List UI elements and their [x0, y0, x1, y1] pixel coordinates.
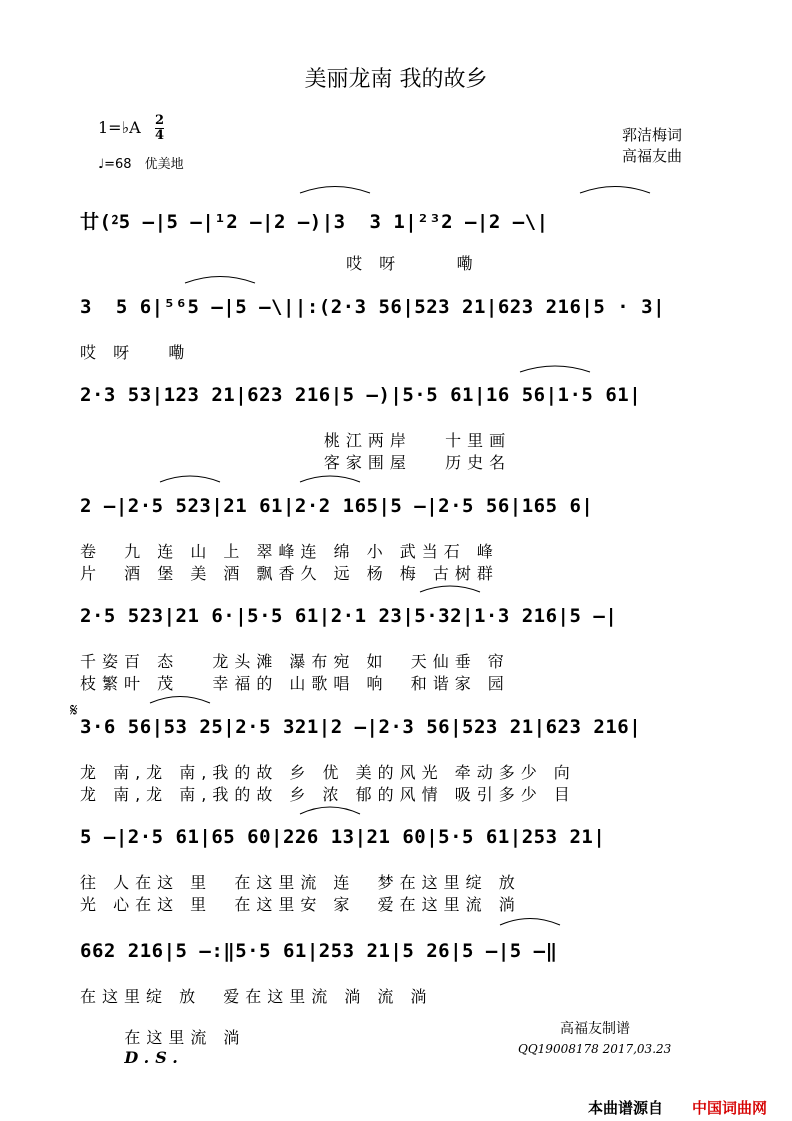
- slur-arc: [300, 187, 370, 194]
- slur-arc: [520, 366, 590, 372]
- meter-top: 2: [155, 113, 165, 128]
- source-site-link[interactable]: 中国词曲网: [692, 1099, 768, 1117]
- slur-arc: [420, 586, 480, 592]
- lyrics-verse-2: 龙 南,龙 南,我的故 乡 浓 郁的风情 吸引多少 目: [80, 785, 576, 804]
- composer-credit: 高福友曲: [622, 147, 683, 165]
- notation-line: 2·5 523|21 6·|5·5 61|2·1 23|5·32|1·3 216|5 –|: [80, 605, 618, 627]
- lyrics-verse-1: 桃江两岸 十里画: [80, 431, 512, 450]
- notation-line: 2·3 53|123 21|623 216|5 –)|5·5 61|16 56|1·5 61|: [80, 384, 642, 406]
- lyrics-verse-2-text: 在这里流 淌: [124, 1028, 246, 1047]
- slur-arc: [150, 697, 210, 704]
- notation-line: 3·6 56|53 25|2·5 321|2 –|2·3 56|523 21|623 216|: [80, 716, 642, 738]
- lyrics-verse-2: 客家围屋 历史名: [80, 453, 512, 472]
- lyrics-verse-1: 龙 南,龙 南,我的故 乡 优 美的风光 牵动多少 向: [80, 763, 576, 782]
- lyrics-verse-2: 枝繁叶 茂 幸福的 山歌唱 响 和谐家 园: [80, 674, 510, 693]
- slur-arc: [300, 807, 360, 814]
- lyrics-verse-1: 卷 九 连 山 上 翠峰连 绵 小 武当石 峰: [80, 542, 499, 561]
- segno-icon: 𝄋: [70, 700, 78, 721]
- lyrics-verse-2: 片 酒 堡 美 酒 飘香久 远 杨 梅 古树群: [80, 564, 499, 583]
- lyrics-verse-1: 哎 呀 嘞: [80, 254, 479, 273]
- notation-line: 662 216|5 –:‖5·5 61|253 21|5 26|5 –|5 –‖: [80, 940, 558, 962]
- lyrics-verse-1: 哎 呀 嘞: [80, 343, 191, 362]
- contact-info: QQ19008178 2017,03.23: [518, 1042, 672, 1056]
- key-signature: 1=♭A: [98, 118, 141, 137]
- slur-arc: [300, 476, 360, 482]
- page-title: 美丽龙南 我的故乡: [304, 67, 488, 92]
- tempo-marking: ♩=68 优美地: [98, 157, 184, 172]
- lyrics-verse-2: 光 心在这 里 在这里安 家 爱在这里流 淌: [80, 895, 521, 914]
- source-prefix: 本曲谱源自: [588, 1099, 664, 1117]
- slur-arc: [500, 919, 560, 926]
- meter-bottom: 4: [155, 128, 165, 143]
- slur-arc: [185, 277, 255, 284]
- notation-line: 2 –|2·5 523|21 61|2·2 165|5 –|2·5 56|165 6|: [80, 495, 594, 517]
- engraver-credit: 高福友制谱: [560, 1021, 630, 1037]
- lyrics-verse-1: 千姿百 态 龙头滩 瀑布宛 如 天仙垂 帘: [80, 652, 510, 671]
- lyrics-verse-1: 往 人在这 里 在这里流 连 梦在这里绽 放: [80, 873, 521, 892]
- lyricist-credit: 郛洁梅词: [622, 126, 683, 144]
- notation-line: 3 5 6|⁵⁶5 –|5 –\||:(2·3 56|523 21|623 216|5 · 3|: [80, 296, 666, 318]
- notation-line: 廿(⁲5 –|5 –|¹2 –|2 –)|3 3 1|²³2 –|2 –\|: [80, 211, 549, 233]
- slur-arc: [580, 187, 650, 194]
- lyrics-verse-1: 在这里绽 放 爱在这里流 淌 流 淌: [80, 987, 433, 1006]
- notation-line: 5 –|2·5 61|65 60|226 13|21 60|5·5 61|253 21|: [80, 826, 606, 848]
- slur-arc: [160, 476, 220, 482]
- ds-marker: D.S.: [124, 1048, 184, 1067]
